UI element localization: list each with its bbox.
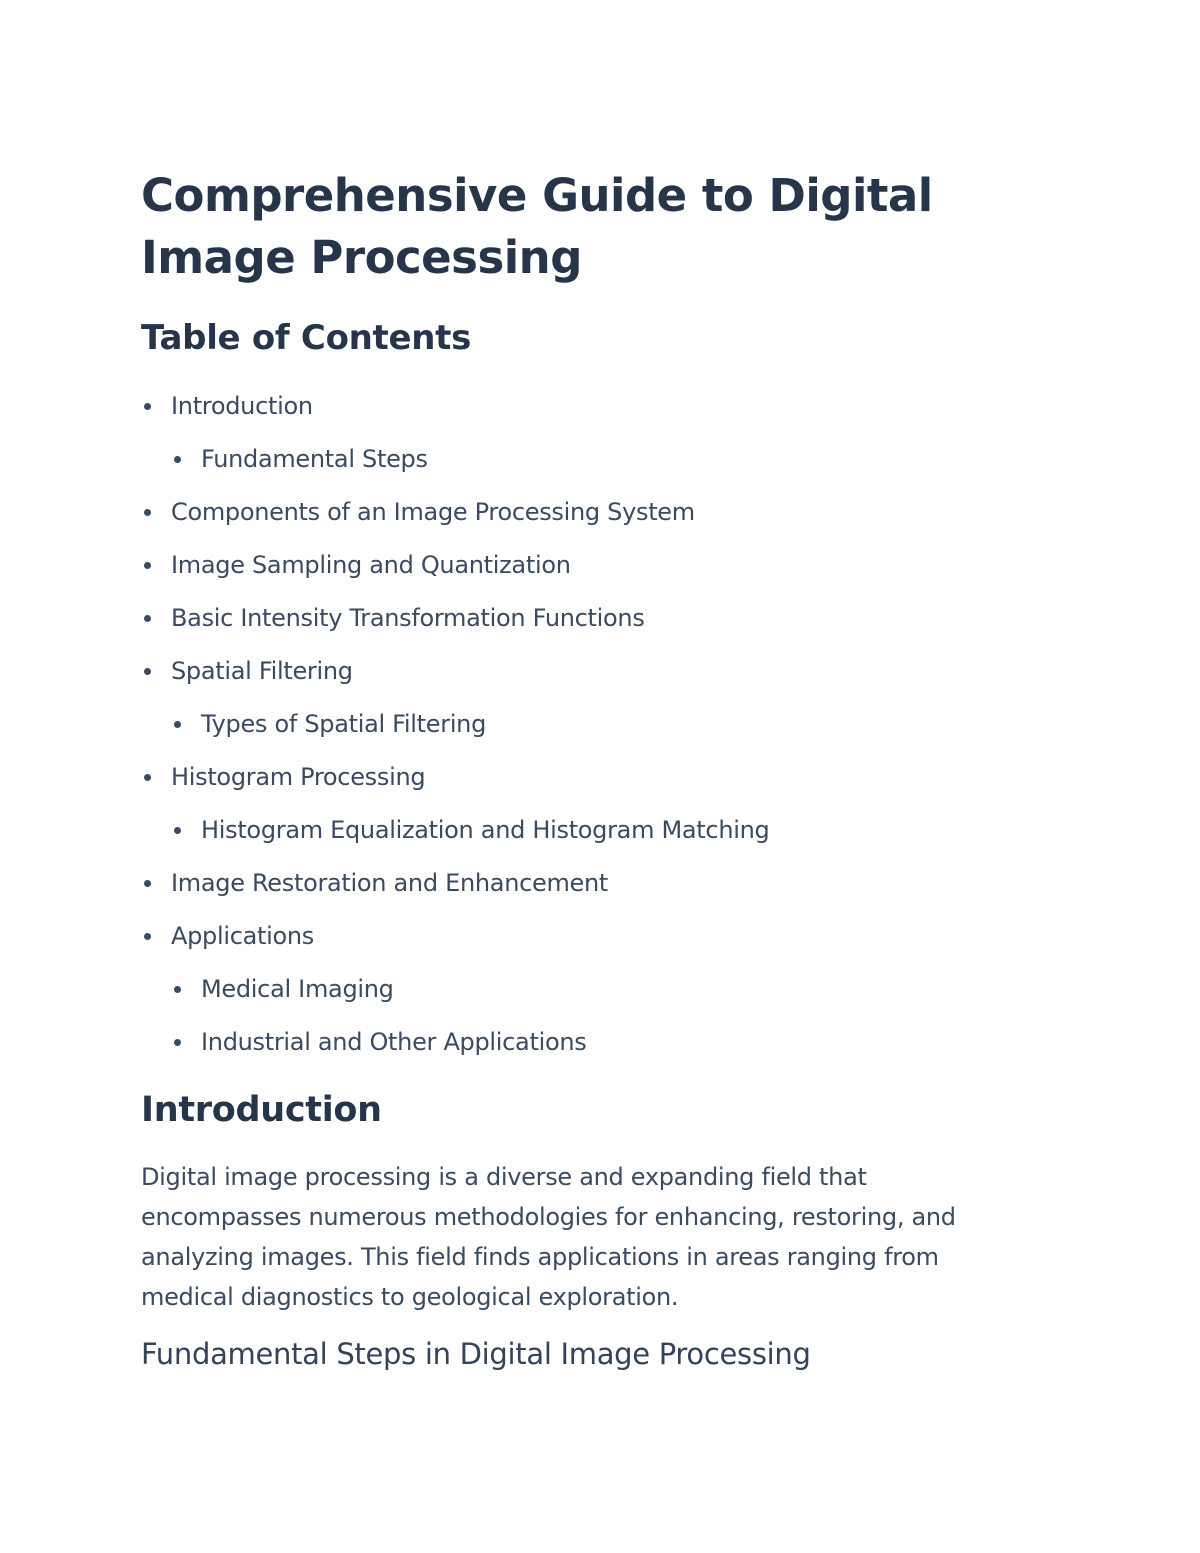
bullet-icon [174,721,181,728]
document-title: Comprehensive Guide to Digital Image Processing [141,169,933,284]
toc-subitem[interactable] [141,1016,1071,1069]
toc-item[interactable] [141,486,1071,539]
toc-item-label: Basic Intensity Transformation Functions [171,604,645,632]
toc-item-label: Fundamental Steps [201,445,428,473]
toc-item-label: Image Sampling and Quantization [171,551,571,579]
toc-item[interactable] [141,592,1071,645]
toc-item-label: Medical Imaging [201,975,394,1003]
toc-item-label: Components of an Image Processing System [171,498,695,526]
bullet-icon [144,615,151,622]
bullet-icon [144,668,151,675]
toc-item[interactable] [141,910,1071,963]
intro-paragraph: Digital image processing is a diverse and expanding field that encompasses numerous methodologies for enhancing, restoring, and analyzing images. This field finds applications in areas ranging from medical diagnostics to geological exploration. [141,1163,956,1311]
toc-item[interactable] [141,380,1071,433]
toc-heading: Table of Contents [141,318,472,358]
toc-subitem[interactable] [141,804,1071,857]
bullet-icon [174,456,181,463]
toc-item-label: Histogram Equalization and Histogram Matching [201,816,770,844]
section-heading-introduction: Introduction [141,1090,382,1130]
toc-item[interactable] [141,857,1071,910]
toc-item[interactable] [141,539,1071,592]
subsection-heading-fundamental-steps: Fundamental Steps in Digital Image Processing [141,1337,811,1371]
bullet-icon [144,933,151,940]
toc-item-label: Types of Spatial Filtering [201,710,487,738]
bullet-icon [174,827,181,834]
toc-subitem[interactable] [141,433,1071,486]
toc-subitem[interactable] [141,963,1071,1016]
toc-item-label: Applications [171,922,315,950]
table-of-contents [141,380,1071,1069]
toc-item-label: Spatial Filtering [171,657,353,685]
bullet-icon [144,774,151,781]
bullet-icon [144,562,151,569]
toc-item[interactable] [141,645,1071,698]
bullet-icon [144,403,151,410]
toc-subitem[interactable] [141,698,1071,751]
toc-item-label: Image Restoration and Enhancement [171,869,609,897]
bullet-icon [174,986,181,993]
toc-item-label: Introduction [171,392,313,420]
bullet-icon [144,509,151,516]
bullet-icon [174,1039,181,1046]
toc-item-label: Histogram Processing [171,763,426,791]
toc-item[interactable] [141,751,1071,804]
bullet-icon [144,880,151,887]
toc-item-label: Industrial and Other Applications [201,1028,587,1056]
